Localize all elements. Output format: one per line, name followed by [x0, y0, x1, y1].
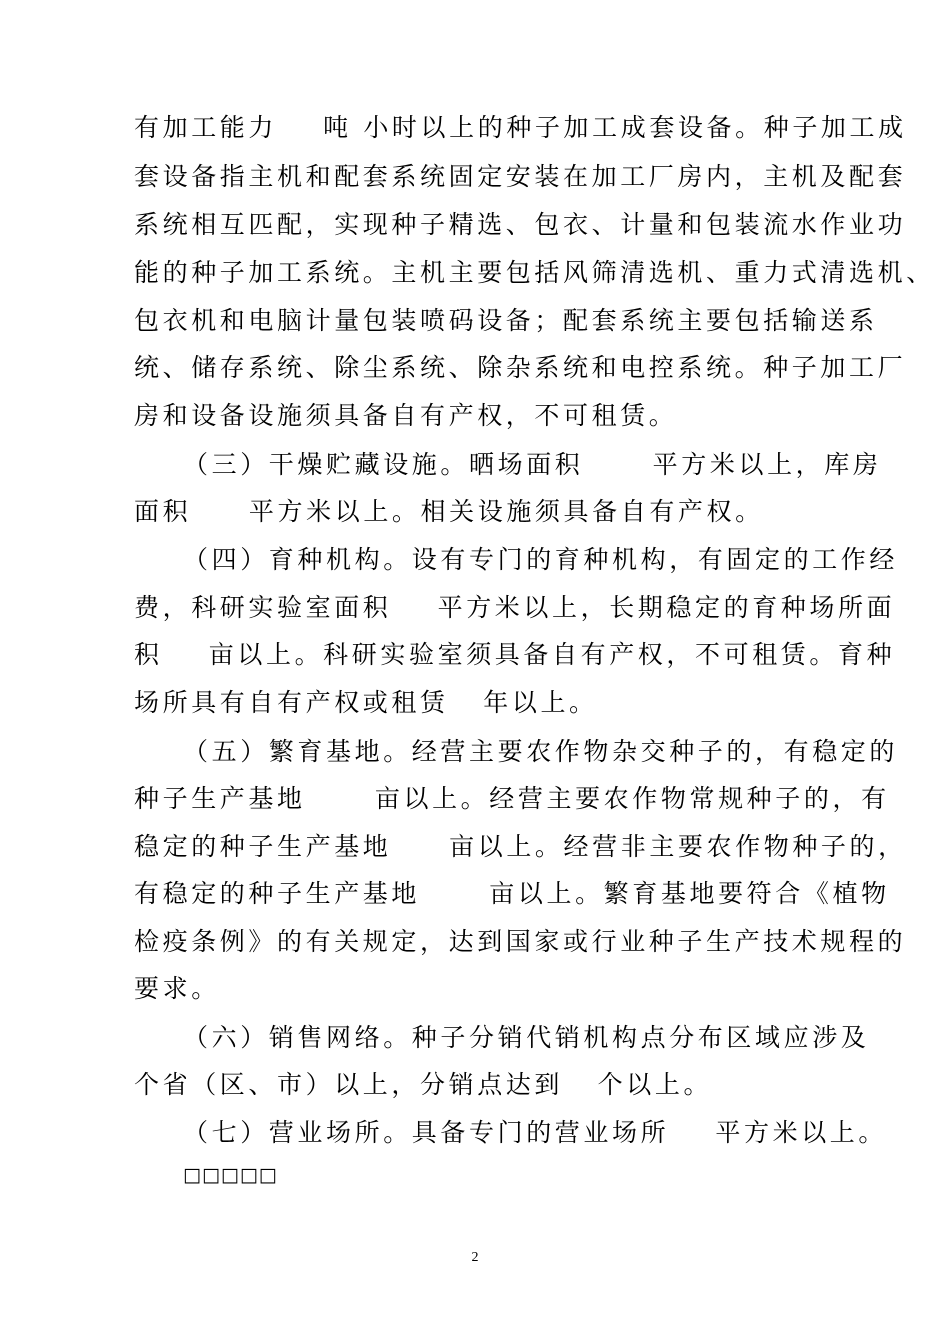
- section-7-heading-line: （七）营业场所。具备专门的营业场所 平方米以上。: [183, 1118, 887, 1147]
- section-5-heading-line: （五）繁育基地。经营主要农作物杂交种子的，有稳定的: [183, 737, 899, 766]
- section-4-heading-line: （四）育种机构。设有专门的育种机构，有固定的工作经: [183, 545, 899, 574]
- paragraph-2-line-5: 包衣机和电脑计量包装喷码设备；配套系统主要包括输送系: [134, 306, 878, 335]
- trailing-placeholder-glyphs: □□□□□: [183, 1164, 278, 1186]
- paragraph-2-line-3: 系统相互匹配，实现种子精选、包衣、计量和包装流水作业功: [134, 210, 907, 239]
- section-5-line-4: 有稳定的种子生产基地 亩以上。繁育基地要符合《植物: [134, 879, 890, 908]
- paragraph-2-line-6: 统、储存系统、除尘系统、除杂系统和电控系统。种子加工厂: [134, 353, 907, 382]
- paragraph-2-line-2: 套设备指主机和配套系统固定安装在加工厂房内，主机及配套: [134, 162, 907, 191]
- section-4-line-2: 费，科研实验室面积 平方米以上，长期稳定的育种场所面: [134, 593, 896, 622]
- section-5-line-5: 检疫条例》的有关规定，达到国家或行业种子生产技术规程的: [134, 927, 907, 956]
- section-6-line-2: 个省（区、市）以上，分销点达到 个以上。: [134, 1070, 713, 1099]
- section-6-heading-line: （六）销售网络。种子分销代销机构点分布区域应涉及: [183, 1023, 870, 1052]
- paragraph-2-line-4: 能的种子加工系统。主机主要包括风筛清选机、重力式清选机、: [134, 258, 935, 287]
- section-3-line-2: 面积 平方米以上。相关设施须具备自有产权。: [134, 497, 764, 526]
- section-4-line-4: 场所具有自有产权或租赁 年以上。: [134, 688, 598, 717]
- section-5-line-3: 稳定的种子生产基地 亩以上。经营非主要农作物种子的，: [134, 832, 907, 861]
- section-5-line-2: 种子生产基地 亩以上。经营主要农作物常规种子的，有: [134, 784, 890, 813]
- page-number: 2: [471, 1250, 479, 1265]
- paragraph-2-line-1: 有加工能力 吨 小时以上的种子加工成套设备。种子加工成: [134, 113, 907, 142]
- section-3-heading-line: （三）干燥贮藏设施。晒场面积 平方米以上，库房: [183, 450, 882, 479]
- section-5-line-6: 要求。: [134, 974, 220, 1003]
- section-4-line-3: 积 亩以上。科研实验室须具备自有产权，不可租赁。育种: [134, 640, 896, 669]
- paragraph-2-line-7: 房和设备设施须具备自有产权，不可租赁。: [134, 401, 678, 430]
